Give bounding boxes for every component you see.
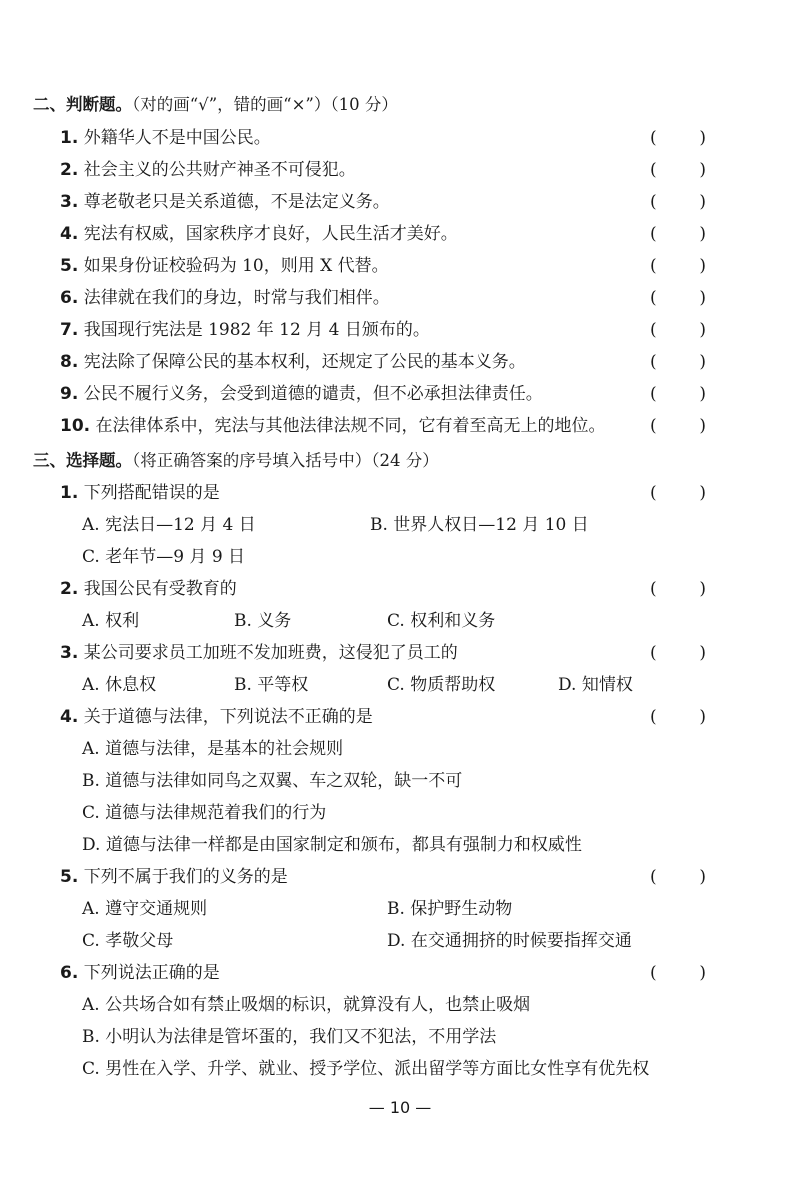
question-text: 我国现行宪法是 1982 年 12 月 4 日颁布的。	[83, 320, 430, 340]
question-number: 9.	[60, 384, 79, 404]
mc-question	[60, 640, 752, 666]
section-2-instruction: （对的画“√”，错的画“×”）（10 分）	[132, 95, 398, 114]
answer-blank[interactable]: ( )	[650, 416, 706, 436]
answer-blank[interactable]: ( )	[650, 320, 706, 340]
option-row	[82, 672, 752, 698]
tf-question	[60, 285, 752, 311]
answer-blank[interactable]: ( )	[650, 160, 706, 180]
mc-question	[60, 480, 752, 506]
option-c: C. 权利和义务	[387, 611, 496, 631]
answer-blank[interactable]: ( )	[650, 707, 706, 727]
question-number: 8.	[60, 352, 79, 372]
option-a: A. 道德与法律，是基本的社会规则	[82, 739, 344, 759]
option-d: D. 道德与法律一样都是由国家制定和颁布，都具有强制力和权威性	[82, 835, 582, 855]
option-a: A. 权利	[82, 611, 140, 631]
option-a: A. 宪法日—12 月 4 日	[82, 515, 256, 535]
answer-blank[interactable]: ( )	[650, 384, 706, 404]
mc-question	[60, 704, 752, 730]
section-3-title: 三、选择题。	[33, 451, 132, 470]
question-number: 6.	[60, 963, 79, 983]
question-text: 法律就在我们的身边，时常与我们相伴。	[83, 288, 390, 308]
question-text: 宪法有权威，国家秩序才良好，人民生活才美好。	[83, 224, 458, 244]
question-text: 某公司要求员工加班不发加班费，这侵犯了员工的	[83, 643, 458, 663]
section-3-header	[33, 447, 439, 471]
page-number: — 10 —	[368, 1098, 432, 1117]
answer-blank[interactable]: ( )	[650, 288, 706, 308]
option-c: C. 男性在入学、升学、就业、授予学位、派出留学等方面比女性享有优先权	[82, 1059, 650, 1079]
option-row	[82, 1024, 752, 1050]
option-a: A. 公共场合如有禁止吸烟的标识，就算没有人，也禁止吸烟	[82, 995, 531, 1015]
option-b: B. 保护野生动物	[387, 899, 513, 919]
tf-question	[60, 381, 752, 407]
question-number: 1.	[60, 483, 79, 503]
option-b: B. 小明认为法律是管坏蛋的，我们又不犯法，不用学法	[82, 1027, 497, 1047]
option-row	[82, 896, 752, 922]
tf-question	[60, 413, 752, 439]
tf-question	[60, 221, 752, 247]
option-b: B. 平等权	[234, 675, 309, 695]
option-row	[82, 512, 752, 538]
question-text: 公民不履行义务，会受到道德的谴责，但不必承担法律责任。	[83, 384, 543, 404]
option-b: B. 世界人权日—12 月 10 日	[370, 515, 589, 535]
option-row	[82, 736, 752, 762]
question-text: 下列说法正确的是	[83, 963, 220, 983]
question-number: 3.	[60, 643, 79, 663]
option-a: A. 休息权	[82, 675, 157, 695]
question-text: 外籍华人不是中国公民。	[83, 128, 271, 148]
question-text: 下列搭配错误的是	[83, 483, 220, 503]
option-row	[82, 992, 752, 1018]
answer-blank[interactable]: ( )	[650, 192, 706, 212]
question-number: 5.	[60, 867, 79, 887]
answer-blank[interactable]: ( )	[650, 128, 706, 148]
option-c: C. 物质帮助权	[387, 675, 496, 695]
answer-blank[interactable]: ( )	[650, 643, 706, 663]
question-number: 1.	[60, 128, 79, 148]
tf-question	[60, 157, 752, 183]
section-2-title: 二、判断题。	[33, 95, 132, 114]
question-number: 2.	[60, 579, 79, 599]
option-b: B. 道德与法律如同鸟之双翼、车之双轮，缺一不可	[82, 771, 463, 791]
answer-blank[interactable]: ( )	[650, 483, 706, 503]
question-number: 7.	[60, 320, 79, 340]
option-row	[82, 1056, 752, 1082]
option-d: D. 知情权	[558, 675, 633, 695]
option-d: D. 在交通拥挤的时候要指挥交通	[387, 931, 632, 951]
option-c: C. 道德与法律规范着我们的行为	[82, 803, 327, 823]
tf-question	[60, 317, 752, 343]
question-number: 6.	[60, 288, 79, 308]
tf-question	[60, 349, 752, 375]
question-text: 宪法除了保障公民的基本权利，还规定了公民的基本义务。	[83, 352, 526, 372]
answer-blank[interactable]: ( )	[650, 256, 706, 276]
mc-question	[60, 576, 752, 602]
question-text: 社会主义的公共财产神圣不可侵犯。	[83, 160, 356, 180]
option-c: C. 孝敬父母	[82, 931, 174, 951]
tf-question	[60, 189, 752, 215]
question-text: 如果身份证校验码为 10，则用 X 代替。	[83, 256, 389, 276]
question-number: 5.	[60, 256, 79, 276]
mc-question	[60, 960, 752, 986]
question-text: 我国公民有受教育的	[83, 579, 237, 599]
option-row	[82, 928, 752, 954]
tf-question	[60, 253, 752, 279]
question-number: 4.	[60, 224, 79, 244]
option-b: B. 义务	[234, 611, 292, 631]
answer-blank[interactable]: ( )	[650, 224, 706, 244]
question-text: 下列不属于我们的义务的是	[83, 867, 288, 887]
question-number: 10.	[60, 416, 91, 436]
option-row	[82, 768, 752, 794]
section-3-instruction: （将正确答案的序号填入括号中）（24 分）	[132, 451, 439, 470]
question-number: 2.	[60, 160, 79, 180]
option-row	[82, 832, 752, 858]
question-text: 在法律体系中，宪法与其他法律法规不同，它有着至高无上的地位。	[95, 416, 606, 436]
question-text: 关于道德与法律，下列说法不正确的是	[83, 707, 373, 727]
question-number: 4.	[60, 707, 79, 727]
section-2-header	[33, 91, 398, 115]
mc-question	[60, 864, 752, 890]
answer-blank[interactable]: ( )	[650, 352, 706, 372]
answer-blank[interactable]: ( )	[650, 579, 706, 599]
answer-blank[interactable]: ( )	[650, 963, 706, 983]
option-row	[82, 800, 752, 826]
option-row	[82, 608, 752, 634]
option-row	[82, 544, 752, 570]
question-text: 尊老敬老只是关系道德，不是法定义务。	[83, 192, 390, 212]
question-number: 3.	[60, 192, 79, 212]
option-c: C. 老年节—9 月 9 日	[82, 547, 246, 567]
answer-blank[interactable]: ( )	[650, 867, 706, 887]
tf-question	[60, 125, 752, 151]
option-a: A. 遵守交通规则	[82, 899, 208, 919]
